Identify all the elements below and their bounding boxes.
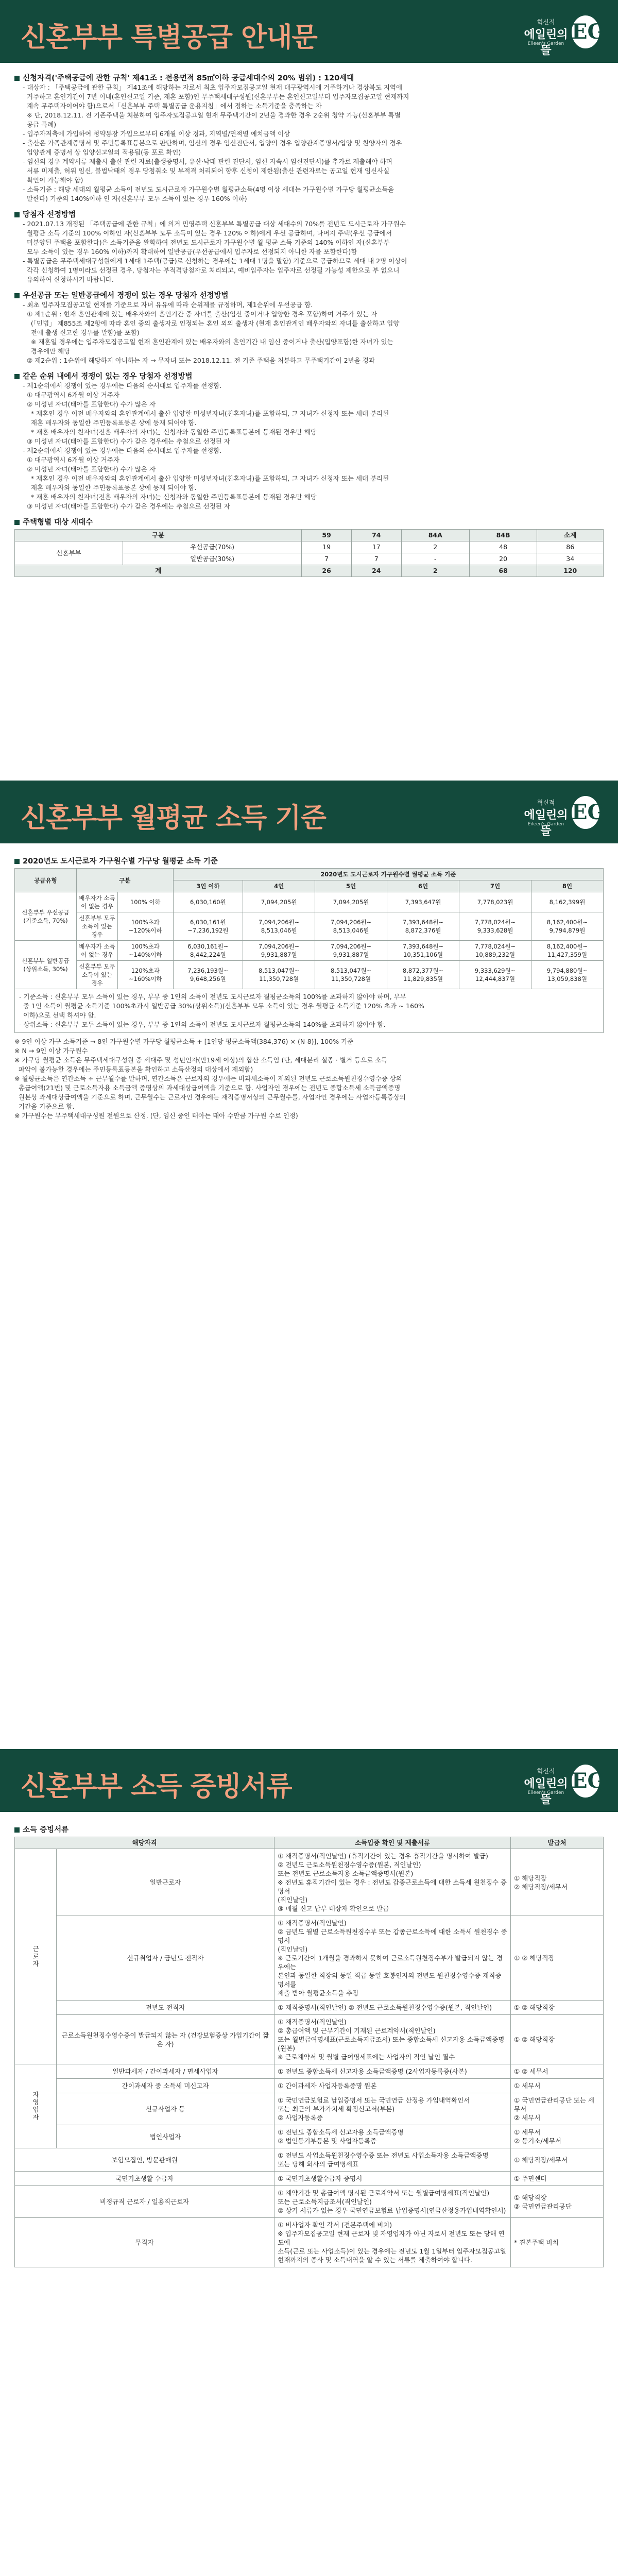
text-line: - 대상자 : 「주택공급에 관한 규칙」 제41조에 해당하는 자로서 최초 입주자모집공고일 현재 대구광역시에 거주하거나 경상북도 지역에	[23, 83, 403, 91]
text-line: 모두 소득이 있는 경우 160% 이하)까지 확대하여 일반공급(우선공급에서 입주자로 선정되지 아니한 자를 포함한다)함	[23, 248, 357, 256]
cell: 68	[469, 565, 537, 577]
section2-header	[0, 781, 618, 843]
text-line: 확인이 가능해야 함)	[23, 176, 83, 184]
logo-company: 혁신적	[537, 1768, 555, 1775]
income-value: 7,094,206원~ 9,931,887원	[243, 941, 315, 961]
cell: 20	[469, 553, 537, 565]
eligibility-text	[14, 83, 604, 204]
doc-issuer: ① ② 해당직장	[511, 2001, 604, 2015]
income-value: 7,236,193원~ 9,648,256원	[173, 961, 243, 989]
cell: -	[401, 553, 469, 565]
th-4: 4인	[243, 880, 315, 892]
doc-list: ① 비사업자 확인 각서 (견본주택에 비치) ※ 입주자모집공고일 현재 근로자 및 자영업자가 아닌 자로서 전년도 또는 당해 연도에 소득(근로 또는 사업소득)이 있는 경우에는 전년도 1월 1일부터 입주자모집공고일 현재까지의 종사 및 소득내역을 알 수 있는 서류를 제출하여야 합니다.	[274, 2218, 511, 2267]
cell: 2	[401, 541, 469, 553]
th-division: 구분	[77, 869, 174, 892]
income-value: 8,162,399원	[531, 892, 603, 912]
docs-table	[14, 1837, 604, 2267]
heading-priority: 우선공급 또는 일반공급에서 경쟁이 있는 경우 당첨자 선정방법	[14, 290, 604, 300]
doc-issuer: ① ② 해당직장	[511, 1916, 604, 2001]
cell: 17	[351, 541, 401, 553]
table-row	[15, 2001, 604, 2015]
text-line: ③ 미성년 자녀(태아를 포함한다) 수가 같은 경우에는 추첨으로 선정된 자	[23, 502, 230, 510]
doc-issuer: * 견본주택 비치	[511, 2218, 604, 2267]
income-pct: 100%초과 ~140%이하	[118, 941, 174, 961]
text-line: 파악이 불가능한 경우에는 주민등록표등본을 확인하고 소득산정의 대상에서 제외함)	[14, 1065, 253, 1073]
logo-sub: Eileen's Garden	[527, 41, 564, 46]
text-line: 재혼 배우자와 동일한 주민등록표등본 상에 등재 되어야 함.	[23, 484, 197, 492]
text-line: 각각 신청하여 1명이라도 선정된 경우, 당첨자는 부적격당첨자로 처리되고, 예비입주자는 입주자로 선정될 가능성 제한으로 부 없으니	[23, 266, 400, 274]
table-row	[15, 2125, 604, 2148]
table-row	[15, 892, 604, 912]
heading-eligibility: 신청자격('주택공급에 관한 규칙' 제41조 : 전용면적 85㎡이하 공급세대수의 20% 범위) : 120세대	[14, 72, 604, 83]
cell: 19	[302, 541, 352, 553]
cell: 7	[302, 553, 352, 565]
income-notes	[14, 1037, 604, 1121]
logo-sub: Eileen's Garden	[527, 822, 564, 827]
income-value: 8,872,377원~ 11,829,835원	[387, 961, 459, 989]
income-pct: 100%초과 ~120%이하	[118, 912, 174, 941]
income-value: 8,513,047원~ 11,350,728원	[315, 961, 387, 989]
supply-type: 신혼부부 일반공급 (상위소득, 30%)	[15, 941, 77, 989]
th-6: 6인	[387, 880, 459, 892]
text-line: - 출산은 가족관계증명서 및 주민등록표등본으로 판단하며, 임신의 경우 임신진단서, 입양의 경우 입양관계증명서/입양 및 친양자의 경우	[23, 139, 402, 147]
th-84b: 84B	[469, 530, 537, 541]
table-row	[15, 2148, 604, 2172]
same-rank-text	[14, 381, 604, 511]
text-line: * 재혼 배우자의 친자녀(전혼 배우자의 자녀)는 신청자와 동일한 주민등록표등본에 등재된 경우만 해당	[23, 493, 317, 501]
text-line: ② 미성년 자녀(태아를 포함한다) 수가 많은 자	[23, 465, 156, 473]
income-value: 8,162,400원~ 11,427,359원	[531, 941, 603, 961]
heading-unit-count: 주택형별 대상 세대수	[14, 516, 604, 527]
table-total-row	[15, 565, 604, 577]
income-value: 7,393,647원	[387, 892, 459, 912]
heading-selection: 당첨자 선정방법	[14, 209, 604, 219]
th-5: 5인	[315, 880, 387, 892]
heading-same-rank: 같은 순위 내에서 경쟁이 있는 경우 당첨자 선정방법	[14, 370, 604, 381]
logo-brand: 에일린의뜰	[524, 28, 568, 57]
th-category: 구분	[15, 530, 302, 541]
text-line: ※ 가구원수는 무주택세대구성원 전원으로 산정. (단, 임신 중인 태아는 태아 수만큼 가구원 수로 인정)	[14, 1112, 298, 1120]
text-line: 재혼 배우자와 동일한 주민등록표등본 상에 등재 되어야 함.	[23, 419, 197, 427]
text-line: ※ 재혼일 경우에는 입주자모집공고일 현재 혼인관계에 있는 배우자와의 혼인기간 내 임신 중이거나 출산(입양포함)한 자녀가 있는	[23, 338, 393, 346]
cell: 86	[537, 541, 604, 553]
doc-issuer: ① ② 해당직장	[511, 2015, 604, 2064]
text-line: 이하)으로 선택 하셔야 함.	[19, 1011, 96, 1019]
th-qualification: 해당자격	[15, 1837, 274, 1849]
text-line: ② 미성년 자녀(태아를 포함한다) 수가 많은 자	[23, 400, 156, 408]
doc-list: ① 재직증명서(직인날인) ② 전년도 근로소득원천징수영수증(원본, 직인날인)	[274, 2001, 511, 2015]
logo-sub: Eileen's Garden	[527, 1790, 564, 1795]
section1-body	[14, 67, 604, 577]
doc-list: ① 전년도 종합소득세 신고자용 소득금액증명 ② 법인등기부등본 및 사업자등록증	[274, 2125, 511, 2148]
text-line: ※ 월평균소득은 연간소득 ÷ 근무월수를 말하며, 연간소득은 근로자의 경우에는 비과세소득이 제외된 전년도 근로소득원천징수영수증 상의	[14, 1075, 402, 1082]
priority-text	[14, 300, 604, 365]
income-value: 7,393,648원~ 8,872,376원	[387, 912, 459, 941]
text-line: ① 제1순위 : 현재 혼인관계에 있는 배우자와의 혼인기간 중 자녀를 출산(임신 중이거나 입양한 경우 포함)하여 거주가 있는 자	[23, 310, 377, 318]
doc-qualification: 무직자	[15, 2218, 274, 2267]
doc-qualification: 국민기초생활 수급자	[15, 2172, 274, 2186]
doc-issuer: ① 세무서 ② 등기소/세무서	[511, 2125, 604, 2148]
text-line: 서류 미제출, 허위 임신, 불법낙태의 경우 당첨취소 및 부적격 처리되어 향후 신청이 제한됨(출산 관련자료는 공고일 현재 임신사실	[23, 167, 390, 175]
text-line: - 제2순위에서 경쟁이 있는 경우에는 다음의 순서대로 입주자를 선정함.	[23, 447, 222, 454]
income-value: 7,393,648원~ 10,351,106원	[387, 941, 459, 961]
text-line: * 재혼인 경우 이전 배우자와의 혼인관계에서 출산 입양한 미성년자녀(친혼자녀)를 포함하되, 그 자녀가 신청자 또는 세대 분리된	[23, 410, 389, 417]
income-value: 7,094,206원~ 8,513,046원	[315, 912, 387, 941]
th-59: 59	[302, 530, 352, 541]
section2-title: 신혼부부 월평균 소득 기준	[21, 803, 326, 834]
income-value: 8,162,400원~ 9,794,879원	[531, 912, 603, 941]
table-row	[15, 2015, 604, 2064]
text-line: ※ N → 9인 이상 가구원수	[14, 1047, 88, 1055]
income-pct: 120%초과 ~160%이하	[118, 961, 174, 989]
cell: 34	[537, 553, 604, 565]
text-line: - 소득기준 : 해당 세대의 월평균 소득이 전년도 도시근로자 가구원수별 월평균소득(4명 이상 세대는 가구원수별 가구당 월평균소득을	[23, 185, 394, 193]
doc-list: ① 재직증명서(직인날인) ② 금년도 월별 근로소득원천징수부 또는 갑종근로소득에 대한 소득세 원천징수 증명서 (직인날인) ※ 근로기간이 1개월을 경과하지 못하여 근로소득원천징수부가 발급되지 않는 경우에는 본인과 동일한 직장의 동일 직급 동일 호봉인자의 전년도 원천징수영수증 재직증명서를 제출 받아 월평균소득을 추정	[274, 1916, 511, 2001]
doc-issuer: ① 해당직장 ② 해당직장/세무서	[511, 1849, 604, 1916]
text-line: ※ 가구당 월평균 소득은 무주택세대구성원 중 세대주 및 성년인자(만19세 이상)의 합산 소득임 (단, 세대분리 실종 · 별거 등으로 소득	[14, 1056, 388, 1064]
table-row	[15, 912, 604, 941]
doc-list: ① 계약기간 및 총급여액 명시된 근로계약서 또는 월별급여명세표(직인날인) 또는 근로소득지급조서(직인날인) ② 상기 서류가 없는 경우 국민연금보험료 납입증명서(연금산정용가입내역확인서)	[274, 2186, 511, 2218]
section3-body	[14, 1819, 604, 2267]
supply-type: 신혼부부 우선공급 (기준소득, 70%)	[15, 892, 77, 941]
doc-list: ① 간이과세자 사업자등록증명 원본	[274, 2079, 511, 2093]
text-line: * 재혼인 경우 이전 배우자와의 혼인관계에서 출산 입양한 미성년자녀(친혼자녀)를 포함하되, 그 자녀가 신청자 또는 세대 분리된	[23, 474, 389, 482]
text-line: 중 1인 소득이 월평균 소득기준 100%초과시 일반공급 30%(상위소득)(신혼부부 모두 소득이 있는 경우 월평균 소득기준 120% 초과 ~ 160%	[19, 1002, 424, 1010]
income-value: 8,513,047원~ 11,350,728원	[243, 961, 315, 989]
table-row	[15, 941, 604, 961]
section3-header	[0, 1749, 618, 1812]
logo-company: 혁신적	[537, 19, 555, 26]
th-84a: 84A	[401, 530, 469, 541]
logo-brand: 에일린의뜰	[524, 809, 568, 838]
text-line: 거주하고 혼인기간이 7년 이내(혼인신고일 기준, 재혼 포함)인 무주택세대구성원(신혼부부는 혼인신고일부터 입주자모집공고일 현재까지	[23, 93, 409, 100]
doc-list: ① 국민기초생활수급자 증명서	[274, 2172, 511, 2186]
th-type: 공급유형	[15, 869, 77, 892]
row-group: 자영업자	[15, 2064, 57, 2148]
th-3: 3인 이하	[173, 880, 243, 892]
cell: 48	[469, 541, 537, 553]
text-line: 계속 무주택자이어야 함)으로서「신혼부부 주택 특별공급 운용지침」에서 정하는 소득기준을 충족하는 자	[23, 102, 322, 110]
doc-qualification: 일반과세자 / 간이과세자 / 면세사업자	[57, 2064, 274, 2079]
row-label: 일반공급(30%)	[123, 553, 301, 565]
doc-issuer: ① 해당직장 ② 국민연금관리공단	[511, 2186, 604, 2218]
doc-qualification: 근로소득원천징수영수증이 발급되지 않는 자 (건강보험증상 가입기간이 짧은 자)	[57, 2015, 274, 2064]
table-row	[15, 2064, 604, 2079]
doc-qualification: 신규취업자 / 금년도 전직자	[57, 1916, 274, 2001]
text-line: - 제1순위에서 경쟁이 있는 경우에는 다음의 순서대로 입주자를 선정함.	[23, 382, 222, 389]
text-line: (「민법」 제855조 제2항에 따라 혼인 중의 출생자로 인정되는 혼인 외의 출생자 (현재 혼인관계인 배우자와의 자녀를 출산하고 입양	[23, 319, 400, 327]
text-line: 유의하여 신청하시기 바랍니다.	[23, 276, 114, 283]
row-group: 근로자	[15, 1849, 57, 2064]
logo-mark-icon: EG	[572, 796, 599, 829]
text-line: * 재혼 배우자의 친자녀(전혼 배우자의 자녀)는 신청자와 동일한 주민등록표등본에 등재된 경우만 해당	[23, 428, 317, 436]
text-line: - 기준소득 : 신혼부부 모두 소득이 있는 경우, 부부 중 1인의 소득이 전년도 도시근로자 월평균소득의 100%를 초과하지 않아야 하며, 부부	[19, 993, 406, 1001]
text-line: ② 제2순위 : 1순위에 해당하지 아니하는 자 → 무자녀 또는 2018.12.11. 전 기존 주택을 처분하고 무주택기간이 2년을 경과	[23, 357, 375, 364]
doc-list: ① 재직증명서(직인날인) (휴직기간이 있는 경우 휴직기간을 명시하여 발급) ② 전년도 근로소득원천징수영수증(원본, 직인날인) 또는 전년도 근로소득자용 소득금액증명서(원본) ※ 전년도 휴직기간이 있는 경우 : 전년도 갑종근로소득에 대한 소득세 원천징수 증명서 (직인날인) ③ 매월 신고 납부 대상자 확인으로 발급	[274, 1849, 511, 1916]
doc-issuer: ① 세무서	[511, 2079, 604, 2093]
th-7: 7인	[459, 880, 531, 892]
text-line: - 특별공급은 무주택세대구성원에게 1세대 1주택(공급)로 신청하는 경우에는 1세대 1명을 말함) 기준으로 공급하므로 세대 내 2명 이상이	[23, 257, 407, 265]
unit-count-table	[14, 529, 604, 577]
logo-brand: 에일린의뜰	[524, 1777, 568, 1806]
text-line: 입양관계 증명서 상 입양신고일의 적용됨(동 포로 확인)	[23, 148, 181, 156]
income-value: 7,094,205원	[243, 892, 315, 912]
doc-issuer: ① ② 세무서	[511, 2064, 604, 2079]
doc-qualification: 보험모집인, 방문판매원	[15, 2148, 274, 2172]
income-value: 7,094,206원~ 9,931,887원	[315, 941, 387, 961]
text-line: 원본상 과세대상급여액을 기준으로 하며, 근무월수는 근로자인 경우에는 재직증명서상의 근무월수를, 사업자인 경우에는 사업자등록증상의	[14, 1093, 406, 1101]
doc-qualification: 전년도 전직자	[57, 2001, 274, 2015]
table-row	[15, 2093, 604, 2125]
text-line: ① 대구광역시 6개월 이상 거주자	[23, 391, 119, 399]
income-value: 7,094,206원~ 8,513,046원	[243, 912, 315, 941]
cell: 120	[537, 565, 604, 577]
income-pct: 100% 이하	[118, 892, 174, 912]
text-line: - 상위소득 : 신혼부부 모두 소득이 있는 경우, 부부 중 1인의 소득이 전년도 도시근로자 월평균소득의 140%를 초과하지 않아야 함.	[19, 1021, 386, 1028]
total-label: 계	[15, 565, 302, 577]
doc-issuer: ① 주민센터	[511, 2172, 604, 2186]
section3-title: 신혼부부 소득 증빙서류	[21, 1771, 292, 1802]
th-74: 74	[351, 530, 401, 541]
doc-qualification: 신규사업자 등	[57, 2093, 274, 2125]
text-line: - 2021.07.13 개정된 「주택공급에 관한 규칙」에 의거 민영주택 신혼부부 특별공급 대상 세대수의 70%를 전년도 도시근로자 가구원수	[23, 220, 406, 228]
text-line: 미분양된 주택을 포함한다)은 소득기준을 완화하여 전년도 도시근로자 가구원수별 월 평균 소득 기준의 140% 이하인 자(신혼부부	[23, 239, 390, 246]
income-who: 신혼부부 모두 소득이 있는 경우	[77, 961, 118, 989]
table-row	[15, 1916, 604, 2001]
cell: 24	[351, 565, 401, 577]
table-row	[15, 2186, 604, 2218]
text-line: 월평균 소득 기준의 100% 이하인 자(신혼부부 모두 소득이 있는 경우 120% 이하)에게 우선 공급하며, 나머지 주택(우선 공급에서	[23, 229, 392, 237]
cell: 7	[351, 553, 401, 565]
doc-qualification: 비정규직 근로자 / 일용직근로자	[15, 2186, 274, 2218]
income-value: 7,778,024원~ 10,889,232원	[459, 941, 531, 961]
table-row	[15, 2079, 604, 2093]
table-row	[15, 541, 604, 553]
text-line: 전에 출생 신고한 경우를 말함)를 포함)	[23, 329, 140, 336]
doc-qualification: 일반근로자	[57, 1849, 274, 1916]
table-row	[15, 2172, 604, 2186]
selection-text	[14, 219, 604, 284]
brand-logo	[522, 1759, 605, 1806]
income-value: 7,778,024원~ 9,333,628원	[459, 912, 531, 941]
cell: 2	[401, 565, 469, 577]
row-group: 신혼부부	[15, 541, 123, 565]
text-line: ※ 9인 이상 가구 소득기준 → 8인 가구원수별 가구당 월평균소득 + [1인당 평균소득액(384,376) × (N-8)], 100% 기준	[14, 1038, 354, 1045]
income-value: 7,778,023원	[459, 892, 531, 912]
income-table	[14, 868, 604, 1033]
th-issuer: 발급처	[511, 1837, 604, 1849]
th-colgroup: 2020년도 도시근로자 가구원수별 월평균 소득 기준	[173, 869, 603, 880]
row-label: 우선공급(70%)	[123, 541, 301, 553]
th-8: 8인	[531, 880, 603, 892]
income-value: 6,030,161원 ~7,236,192원	[173, 912, 243, 941]
th-subtotal: 소계	[537, 530, 604, 541]
section1-header	[0, 0, 618, 63]
income-who: 배우자가 소득이 없는 경우	[77, 892, 118, 912]
income-who: 신혼부부 모두 소득이 있는 경우	[77, 912, 118, 941]
text-line: - 최초 입주자모집공고일 현재를 기준으로 자녀 유유에 따라 순위제를 규정하며, 제1순위에 우선공급 함.	[23, 301, 313, 309]
income-value: 9,794,880원~ 13,059,838원	[531, 961, 603, 989]
income-value: 7,094,205원	[315, 892, 387, 912]
doc-list: ① 국민연금보험료 납입증명서 또는 국민연금 산정용 가입내역확인서 또는 최근의 부가가치세 확정신고서(부본) ② 사업자등록증	[274, 2093, 511, 2125]
table-row	[15, 1849, 604, 1916]
doc-issuer: ① 해당직장/세무서	[511, 2148, 604, 2172]
text-line: ③ 미성년 자녀(태아를 포함한다) 수가 같은 경우에는 추첨으로 선정된 자	[23, 437, 230, 445]
doc-list: ① 전년도 종합소득세 신고자용 소득금액증명 (2사업자등록증(사본)	[274, 2064, 511, 2079]
income-value: 9,333,629원~ 12,444,837원	[459, 961, 531, 989]
text-line: - 임신의 경우 계약서류 제출시 출산 관련 자료(출생증명서, 유산·낙태 관련 진단서, 임신 자속시 임신진단서)를 추가로 제출해야 하며	[23, 158, 392, 165]
income-value: 6,030,160원	[173, 892, 243, 912]
th-documents: 소득입증 확인 및 제출서류	[274, 1837, 511, 1849]
doc-issuer: ① 국민연금관리공단 또는 세무서 ② 세무서	[511, 2093, 604, 2125]
table-row	[15, 2218, 604, 2267]
brand-logo	[522, 791, 605, 838]
doc-list: ① 재직증명서(직인날인) ② 총급여액 및 근무기간이 기재된 근로계약서(직인날인) 또는 월별급여명세표(근로소득지급조서) 또는 종합소득세 신고자용 소득금액증명(원본) ※ 근로계약서 및 월별 급여명세표에는 사업자의 직인 날인 필수	[274, 2015, 511, 2064]
text-line: ① 대구광역시 6개월 이상 거주자	[23, 456, 119, 464]
cell: 26	[302, 565, 352, 577]
heading-docs: 소득 증빙서류	[14, 1824, 604, 1835]
text-line: - 입주자저축에 가입하여 청약통장 가입으로부터 6개월 이상 경과, 지역별/면적별 예치금액 이상	[23, 130, 290, 138]
text-line: 공급 특례)	[23, 121, 57, 128]
doc-qualification: 간이과세자 중 소득세 미신고자	[57, 2079, 274, 2093]
logo-mark-icon: EG	[572, 1765, 599, 1798]
text-line: 말한다) 기준의 140%이하 인 자(신혼부부 모두 소득이 있는 경우 160% 이하)	[23, 195, 247, 202]
doc-qualification: 법인사업자	[57, 2125, 274, 2148]
table-row	[15, 961, 604, 989]
brand-logo	[522, 10, 605, 57]
section2-body	[14, 850, 604, 1121]
heading-income-standard: 2020년도 도시근로자 가구원수별 가구당 월평균 소득 기준	[14, 855, 604, 866]
logo-mark-icon: EG	[572, 15, 599, 48]
income-who: 배우자가 소득이 없는 경우	[77, 941, 118, 961]
text-line: ※ 단, 2018.12.11. 전 기존주택을 처분하여 입주자모집공고일 현재 무주택기간이 2년을 경과한 경우 2순위 청약 가능(신혼부부 특별	[23, 111, 401, 119]
income-value: 6,030,161원~ 8,442,224원	[173, 941, 243, 961]
logo-company: 혁신적	[537, 799, 555, 806]
text-line: 총급여액(21번) 및 근로소득자용 소득금액 증명상의 과세대상급여액을 기준으로 함. 사업자인 경우에는 전년도 종합소득세 소득금액증명	[14, 1084, 401, 1092]
income-table-notes	[15, 989, 604, 1033]
doc-list: ① 전년도 사업소득원천징수영수증 또는 전년도 사업소득자용 소득금액증명 또는 당해 회사의 급여명세표	[274, 2148, 511, 2172]
section1-title: 신혼부부 특별공급 안내문	[21, 22, 317, 53]
text-line: 경우에만 해당	[23, 347, 71, 355]
text-line: 기간을 기준으로 함.	[14, 1103, 75, 1110]
